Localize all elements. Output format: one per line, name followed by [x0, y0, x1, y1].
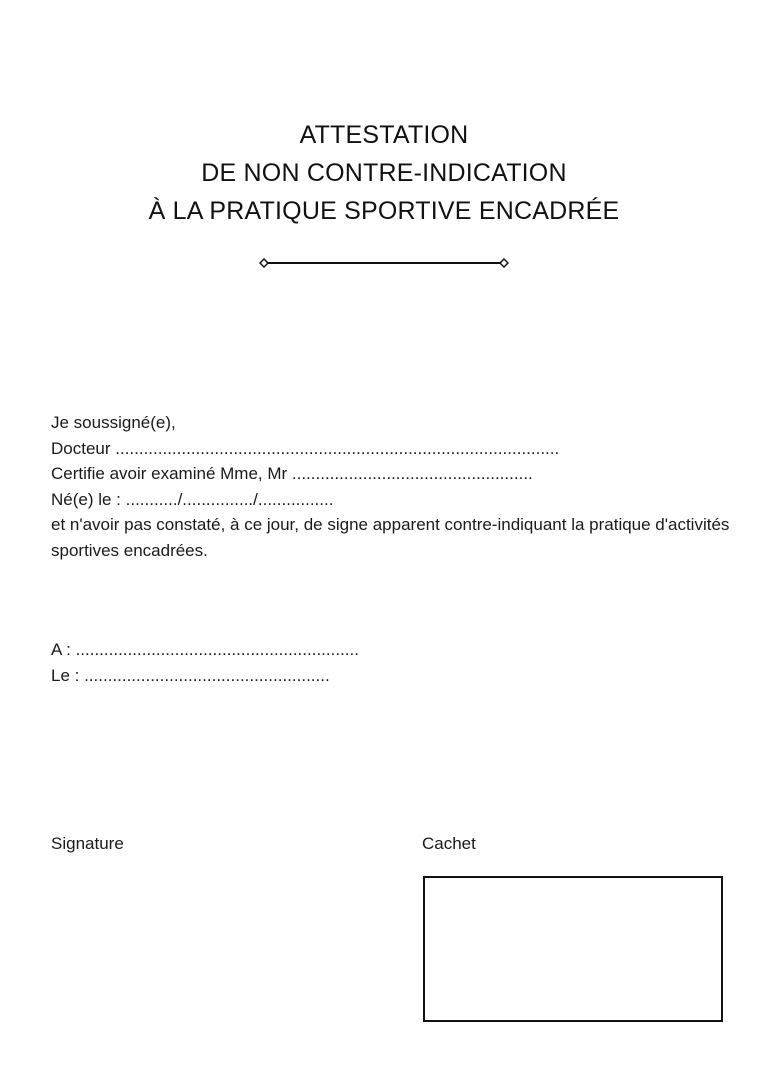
certification-statement: et n'avoir pas constaté, à ce jour, de signe apparent contre-indiquant la pratique d'activités sportives encadrées. — [51, 515, 730, 560]
place-date-block — [51, 637, 359, 689]
title-line-1: ATTESTATION — [299, 121, 469, 149]
doctor-name-field: Docteur .............................................................................................. — [51, 438, 560, 458]
place-field: A : ............................................................ — [51, 640, 359, 659]
divider-right-diamond — [500, 259, 508, 267]
birth-date-field: Né(e) le : .........../.............../................ — [51, 489, 334, 509]
divider-left-diamond — [260, 259, 268, 267]
certificate-body — [51, 410, 731, 563]
decorative-divider — [259, 256, 509, 270]
stamp-box — [423, 876, 723, 1022]
title-line-3: À LA PRATIQUE SPORTIVE ENCADRÉE — [148, 197, 620, 225]
document-title — [0, 116, 768, 230]
signature-label: Signature — [51, 834, 124, 853]
title-line-2: DE NON CONTRE-INDICATION — [201, 159, 567, 187]
stamp-label: Cachet — [422, 834, 476, 853]
date-field: Le : .................................................... — [51, 666, 330, 685]
undersigned-line: Je soussigné(e), — [51, 413, 176, 432]
patient-name-field: Certifie avoir examiné Mme, Mr ................................................... — [51, 464, 533, 483]
